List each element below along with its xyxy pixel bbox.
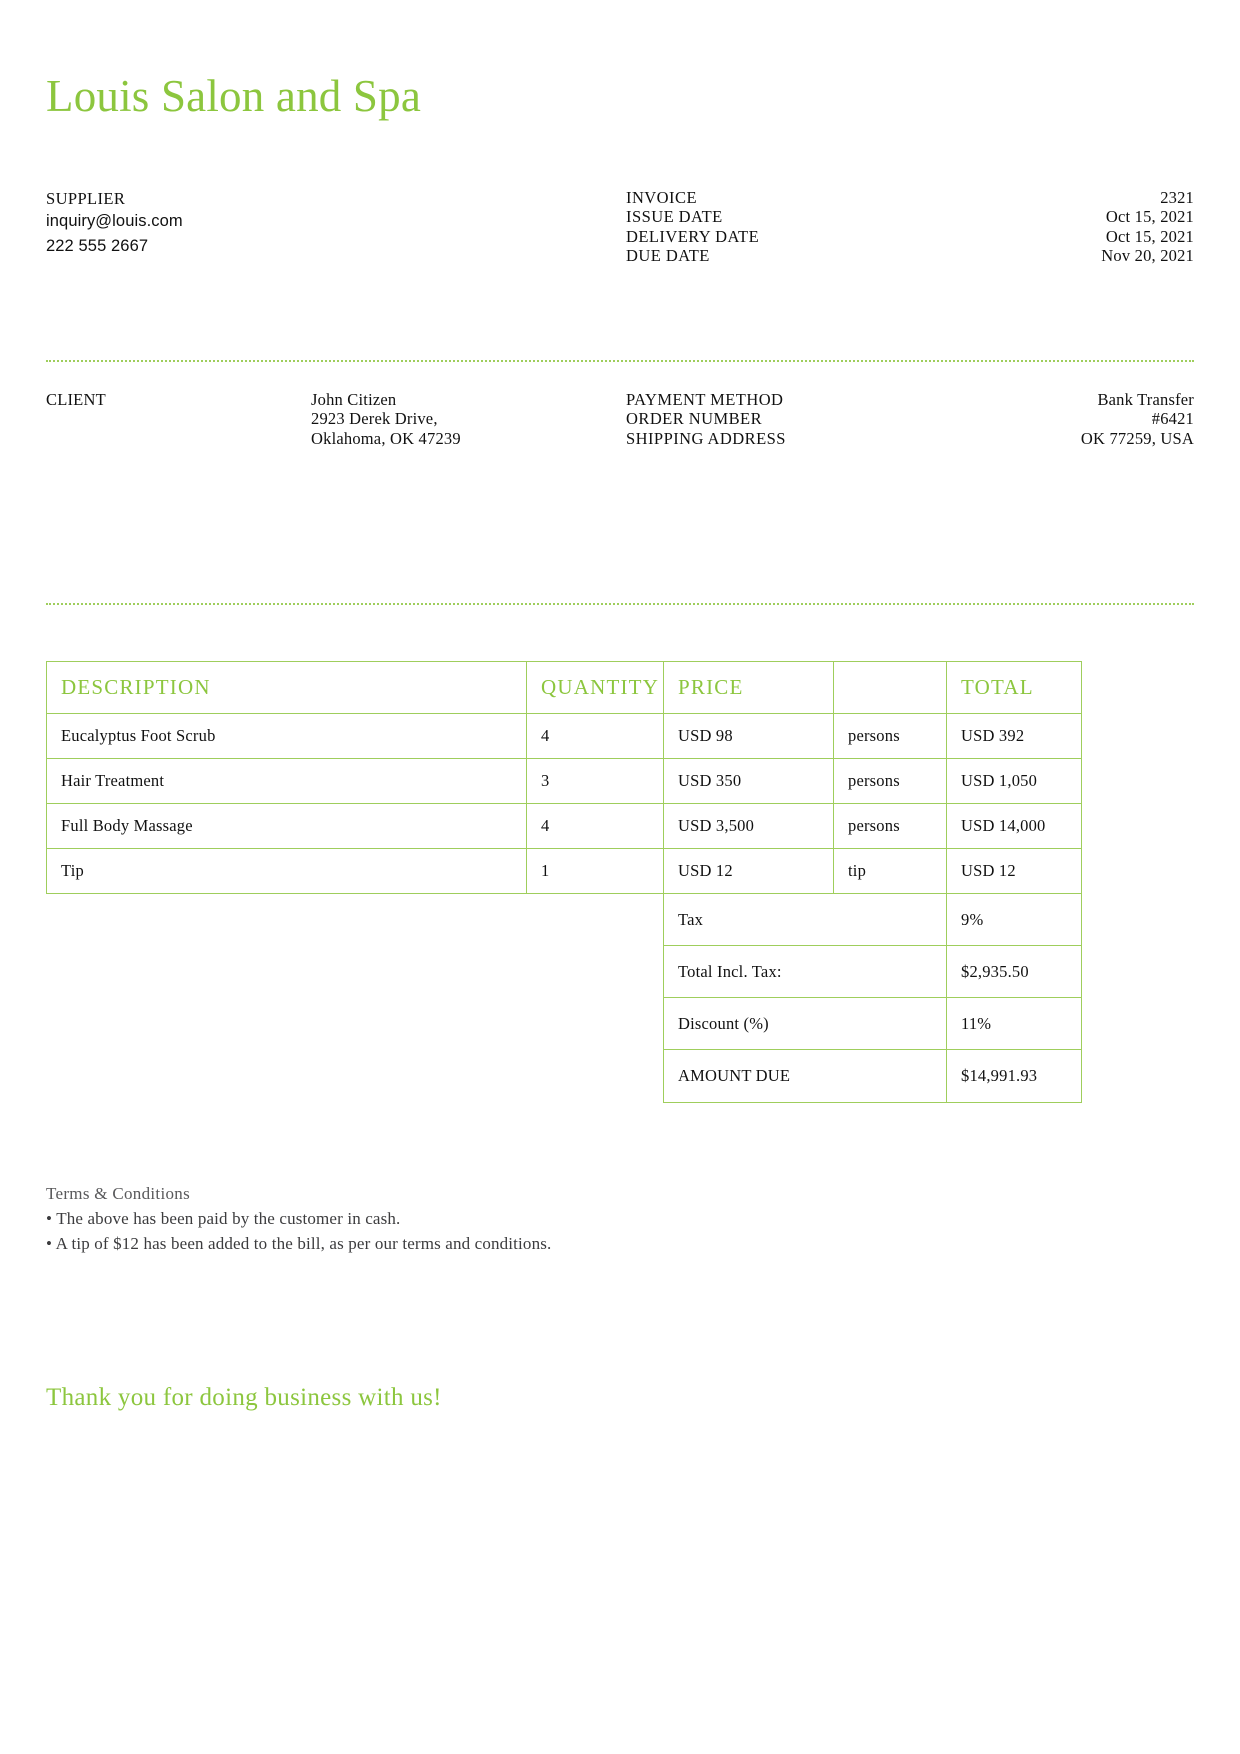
order-meta-row xyxy=(626,390,1194,410)
table-row xyxy=(47,759,1082,804)
issue-date-label: ISSUE DATE xyxy=(626,207,723,226)
table-row xyxy=(47,849,1082,894)
client-label-column xyxy=(46,390,311,449)
table-row xyxy=(47,714,1082,759)
summary-row-tax xyxy=(47,894,1082,946)
client-section xyxy=(46,390,1194,449)
cell-unit: persons xyxy=(834,714,947,759)
column-header-unit xyxy=(834,662,947,714)
invoice-meta-block xyxy=(626,188,1194,266)
line-items-table xyxy=(46,661,1082,1103)
invoice-meta-row xyxy=(626,188,1194,208)
cell-total: USD 1,050 xyxy=(947,759,1082,804)
summary-label-tax: Tax xyxy=(664,894,947,946)
due-date-value: Nov 20, 2021 xyxy=(1101,246,1194,265)
supplier-label: SUPPLIER xyxy=(46,188,126,208)
table-row xyxy=(47,804,1082,849)
client-name: John Citizen xyxy=(311,389,397,409)
company-name: Louis Salon and Spa xyxy=(46,71,422,121)
cell-total: USD 14,000 xyxy=(947,804,1082,849)
cell-description: Hair Treatment xyxy=(47,759,527,804)
terms-section xyxy=(46,1181,1194,1256)
invoice-meta-row xyxy=(626,227,1194,247)
cell-price: USD 12 xyxy=(664,849,834,894)
invoice-meta-row xyxy=(626,207,1194,227)
summary-value-total-incl-tax: $2,935.50 xyxy=(947,946,1082,998)
cell-description: Full Body Massage xyxy=(47,804,527,849)
summary-value-discount: 11% xyxy=(947,998,1082,1050)
header-meta-section xyxy=(46,188,1194,266)
thank-you-message: Thank you for doing business with us! xyxy=(46,1384,442,1411)
order-meta-row xyxy=(626,429,1194,449)
divider-top xyxy=(46,360,1194,362)
summary-row-amount-due xyxy=(47,1050,1082,1103)
due-date-label: DUE DATE xyxy=(626,246,710,265)
cell-total: USD 12 xyxy=(947,849,1082,894)
cell-quantity: 4 xyxy=(527,804,664,849)
divider-bottom xyxy=(46,603,1194,605)
spacer-cell xyxy=(527,998,664,1050)
summary-row-total-incl-tax xyxy=(47,946,1082,998)
issue-date-value: Oct 15, 2021 xyxy=(1105,207,1194,226)
terms-line: • A tip of $12 has been added to the bill, as per our terms and conditions. xyxy=(46,1234,552,1253)
spacer-cell xyxy=(47,894,527,946)
spacer-cell xyxy=(47,1050,527,1103)
summary-label-discount: Discount (%) xyxy=(664,998,947,1050)
summary-value-tax: 9% xyxy=(947,894,1082,946)
client-address-line-1: 2923 Derek Drive, xyxy=(311,409,438,428)
cell-unit: tip xyxy=(834,849,947,894)
table-header-row xyxy=(47,662,1082,714)
cell-quantity: 4 xyxy=(527,714,664,759)
shipping-address-value: OK 77259, USA xyxy=(1080,428,1194,448)
cell-price: USD 350 xyxy=(664,759,834,804)
cell-description: Eucalyptus Foot Scrub xyxy=(47,714,527,759)
supplier-block xyxy=(46,188,626,266)
terms-line: • The above has been paid by the customer in cash. xyxy=(46,1209,401,1228)
summary-row-discount xyxy=(47,998,1082,1050)
spacer-cell xyxy=(527,1050,664,1103)
payment-method-value: Bank Transfer xyxy=(1097,389,1194,409)
amount-due-value: $14,991.93 xyxy=(947,1050,1082,1103)
column-header-price: PRICE xyxy=(664,662,834,714)
column-header-description: DESCRIPTION xyxy=(47,662,527,714)
supplier-email: inquiry@louis.com xyxy=(46,212,183,230)
delivery-date-label: DELIVERY DATE xyxy=(626,226,760,246)
cell-unit: persons xyxy=(834,759,947,804)
cell-total: USD 392 xyxy=(947,714,1082,759)
cell-price: USD 98 xyxy=(664,714,834,759)
order-meta-row xyxy=(626,409,1194,429)
cell-price: USD 3,500 xyxy=(664,804,834,849)
cell-quantity: 1 xyxy=(527,849,664,894)
summary-label-total-incl-tax: Total Incl. Tax: xyxy=(664,946,947,998)
invoice-number-value: 2321 xyxy=(1160,187,1194,207)
spacer-cell xyxy=(47,998,527,1050)
cell-quantity: 3 xyxy=(527,759,664,804)
cell-description: Tip xyxy=(47,849,527,894)
column-header-quantity: QUANTITY xyxy=(527,662,664,714)
order-number-label: ORDER NUMBER xyxy=(626,409,763,428)
client-address-column xyxy=(311,390,626,449)
spacer-cell xyxy=(527,894,664,946)
terms-title: Terms & Conditions xyxy=(46,1184,190,1203)
payment-method-label: PAYMENT METHOD xyxy=(626,389,784,409)
invoice-number-label: INVOICE xyxy=(626,187,697,207)
amount-due-label: AMOUNT DUE xyxy=(664,1050,947,1103)
order-number-value: #6421 xyxy=(1151,409,1194,428)
spacer-cell xyxy=(527,946,664,998)
delivery-date-value: Oct 15, 2021 xyxy=(1105,226,1194,246)
client-label: CLIENT xyxy=(46,389,106,409)
invoice-meta-row xyxy=(626,246,1194,266)
client-address-line-2: Oklahoma, OK 47239 xyxy=(311,428,461,448)
cell-unit: persons xyxy=(834,804,947,849)
order-meta-block xyxy=(626,390,1194,449)
supplier-phone: 222 555 2667 xyxy=(46,237,149,255)
spacer-cell xyxy=(47,946,527,998)
column-header-total: TOTAL xyxy=(947,662,1082,714)
shipping-address-label: SHIPPING ADDRESS xyxy=(626,428,786,448)
